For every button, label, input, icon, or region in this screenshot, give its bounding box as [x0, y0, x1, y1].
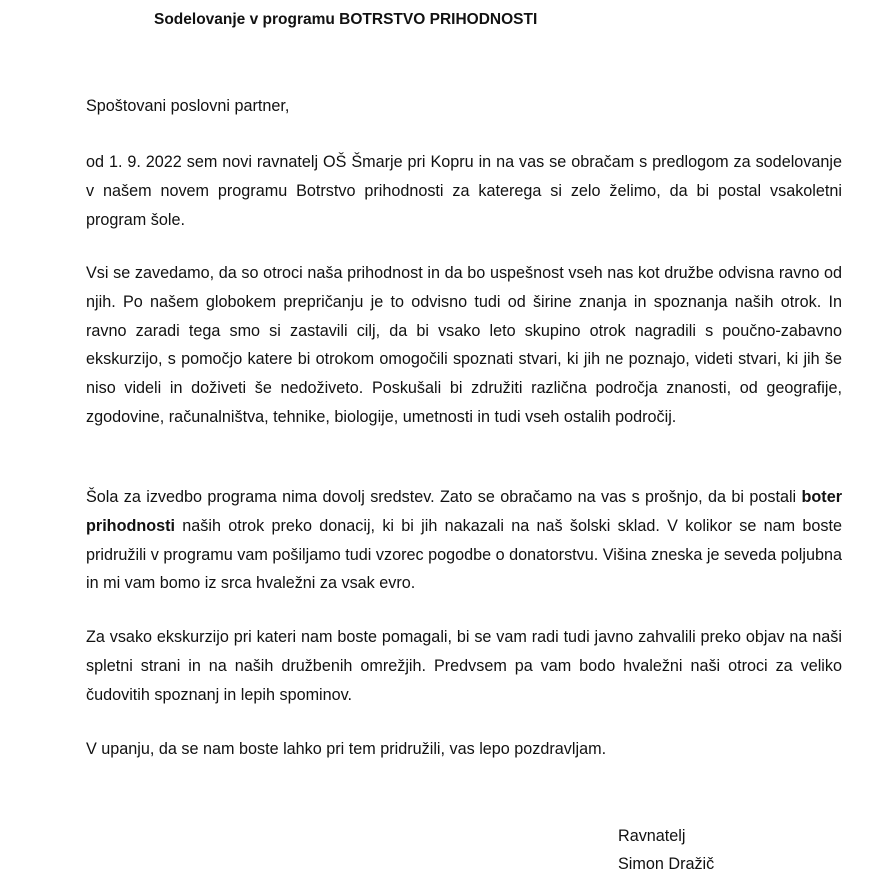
- letter-title: Sodelovanje v programu BOTRSTVO PRIHODNOSTI: [154, 11, 538, 28]
- paragraph-thanks: Za vsako ekskurzijo pri kateri nam boste pomagali, bi se vam radi tudi javno zahvalili preko objav na naši spletni strani in na naših družbenih omrežjih. Predvsem pa vam bodo hvaležni naši otroci za veliko čudovitih spoznanj in lepih spominov.: [86, 628, 842, 704]
- boter-prihodnosti-emphasis: boter prihodnosti: [86, 488, 842, 535]
- signature-role: Ravnatelj: [618, 827, 686, 845]
- paragraph-motivation: Vsi se zavedamo, da so otroci naša prihodnost in da bo uspešnost vseh nas kot družbe odvisna ravno od njih. Po našem globokem prepričanju je to odvisno tudi od širine znanja in spoznanja naših otrok. In ravno zaradi tega smo si zastavili cilj, da bi vsako leto skupino otrok nagradili s poučno-zabavno ekskurzijo, s pomočjo katere bi otrokom omogočili spoznati stvari, ki jih ne poznajo, videti stvari, ki jih še niso videli in doživeti še nedoživeto. Poskušali bi združiti različna področja znanosti, od geografije, zgodovine, računalništva, tehnike, biologije, umetnosti in tudi vseh ostalih področij.: [86, 264, 842, 426]
- paragraph-intro: od 1. 9. 2022 sem novi ravnatelj OŠ Šmarje pri Kopru in na vas se obračam s predlogom za sodelovanje v našem novem programu Botrstvo prihodnosti za katerega si zelo želimo, da bi postal vsakoletni program šole.: [86, 153, 842, 229]
- paragraph-request: [86, 483, 842, 598]
- salutation: Spoštovani poslovni partner,: [86, 97, 290, 115]
- closing-line: V upanju, da se nam boste lahko pri tem pridružili, vas lepo pozdravljam.: [86, 740, 607, 758]
- paragraph-request-text-start: Šola za izvedbo programa nima dovolj sredstev. Zato se obračamo na vas s prošnjo, da bi postali: [86, 488, 802, 506]
- signature-name: Simon Dražič: [618, 855, 715, 873]
- paragraph-request-text-end: naših otrok preko donacij, ki bi jih nakazali na naš šolski sklad. V kolikor se nam boste pridružili v programu vam pošiljamo tudi vzorec pogodbe o donatorstvu. Višina zneska je seveda poljubna in mi vam bomo iz srca hvaležni za vsak evro.: [86, 516, 842, 593]
